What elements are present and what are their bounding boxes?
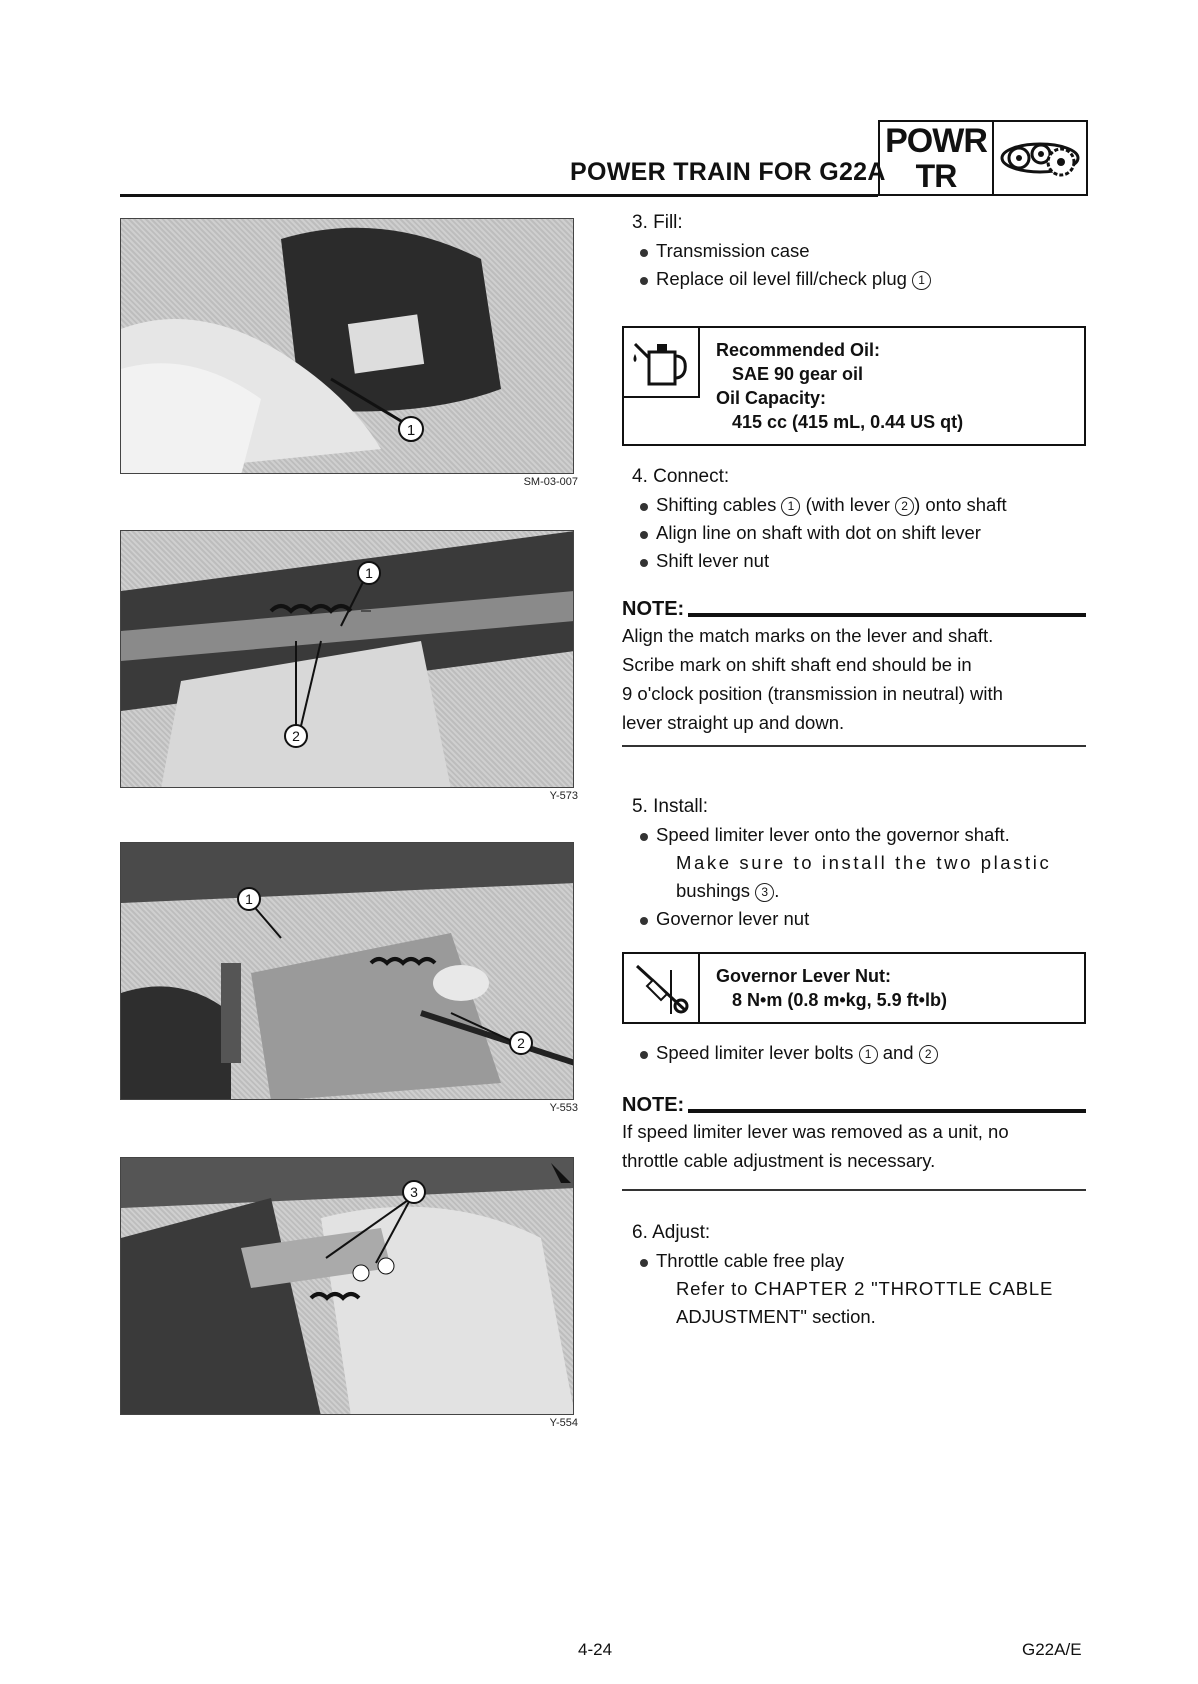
bullet-text: Replace oil level fill/check plug: [656, 268, 907, 289]
step-4-label: 4. Connect:: [632, 466, 730, 487]
note-line: Scribe mark on shift shaft end should be in: [622, 654, 972, 675]
ref-number: 1: [781, 497, 800, 516]
photo-code: Y-553: [549, 1102, 578, 1114]
photo-code: Y-554: [549, 1417, 578, 1429]
note-rule: [622, 745, 1086, 747]
bullet-continuation: ADJUSTMENT" section.: [676, 1306, 876, 1327]
ref-number: 2: [895, 497, 914, 516]
ref-number: 2: [919, 1045, 938, 1064]
note-label: NOTE:: [622, 1094, 685, 1116]
svg-text:1: 1: [406, 422, 416, 439]
step-5-label: 5. Install:: [632, 796, 709, 817]
ref-number: 1: [859, 1045, 878, 1064]
bullet-text: and: [882, 1042, 914, 1063]
step-3-bullet: Transmission case: [656, 240, 810, 261]
photo-code: SM-03-007: [523, 476, 578, 488]
svg-text:1: 1: [245, 891, 253, 907]
photo-shift-cables: [120, 530, 574, 788]
photo-bushings: [120, 1157, 574, 1415]
oil-capacity-value: 415 cc (415 mL, 0.44 US qt): [732, 412, 964, 432]
note-1: [622, 598, 1086, 747]
section-code: [880, 122, 994, 194]
note-line: lever straight up and down.: [622, 712, 845, 733]
step-5-bullet: Speed limiter lever onto the governor shaft.: [656, 824, 1010, 845]
page-number: 4-24: [578, 1640, 613, 1659]
oil-can-icon: [624, 328, 700, 398]
step-5-bullet: [656, 1042, 938, 1064]
step-6-bullet: Throttle cable free play: [656, 1250, 845, 1271]
bullet-continuation: Refer to CHAPTER 2 "THROTTLE CABLE: [676, 1278, 1054, 1299]
bullet-text: (with lever: [805, 494, 890, 515]
note-2: [622, 1094, 1086, 1191]
note-underline: [688, 613, 1086, 617]
torque-spec-box: [622, 952, 1086, 1024]
bullet-text: Shifting cables: [656, 494, 777, 515]
step-3-bullet: [656, 268, 931, 290]
step-3-label: 3. Fill:: [632, 212, 683, 233]
ref-number: 3: [755, 883, 774, 902]
step-5-bullet: Governor lever nut: [656, 908, 810, 929]
torque-wrench-icon: [624, 954, 700, 1022]
section-code-line2: TR: [915, 158, 957, 194]
note-line: 9 o'clock position (transmission in neutral) with: [622, 683, 1003, 704]
torque-spec-heading: Governor Lever Nut:: [716, 966, 892, 986]
step-4-bullet: Align line on shaft with dot on shift lever: [656, 522, 981, 543]
step-6-label: 6. Adjust:: [632, 1222, 711, 1243]
bullet-text: bushings: [676, 880, 751, 901]
photo-governor-lever: [120, 842, 574, 1100]
note-underline: [688, 1109, 1086, 1113]
note-rule: [622, 1189, 1086, 1191]
gears-icon: [994, 122, 1086, 194]
oil-spec-box: [622, 326, 1086, 446]
bullet-text: ) onto shaft: [914, 494, 1007, 515]
section-code-line1: POWR: [885, 122, 987, 160]
bullet-text: Speed limiter lever bolts: [656, 1042, 854, 1063]
oil-spec-heading: Recommended Oil:: [716, 340, 881, 360]
note-text: [622, 1117, 1086, 1175]
note-label: NOTE:: [622, 598, 685, 620]
svg-text:2: 2: [292, 728, 300, 744]
header-rule: [120, 194, 878, 197]
photo-code: Y-573: [549, 790, 578, 802]
note-line: If speed limiter lever was removed as a unit, no: [622, 1121, 1009, 1142]
model-code: G22A/E: [1022, 1640, 1082, 1659]
svg-text:3: 3: [410, 1184, 418, 1200]
step-4-bullet: [656, 494, 1007, 516]
note-line: Align the match marks on the lever and shaft.: [622, 625, 994, 646]
svg-text:2: 2: [517, 1035, 525, 1051]
note-text: [622, 621, 1086, 737]
bullet-continuation: bushings 3 .: [676, 880, 780, 901]
bullet-continuation: Make sure to install the two plastic: [676, 852, 1052, 873]
page-title: POWER TRAIN FOR G22A: [570, 158, 886, 186]
section-badge: [878, 120, 1088, 196]
oil-spec-value: SAE 90 gear oil: [732, 364, 864, 384]
photo-transmission-fill: [120, 218, 574, 474]
svg-text:1: 1: [365, 565, 373, 581]
note-line: throttle cable adjustment is necessary.: [622, 1150, 936, 1171]
torque-spec-value: 8 N•m (0.8 m•kg, 5.9 ft•lb): [732, 990, 947, 1010]
step-4-bullet: Shift lever nut: [656, 550, 770, 571]
oil-capacity-heading: Oil Capacity:: [716, 388, 827, 408]
ref-number: 1: [912, 271, 931, 290]
